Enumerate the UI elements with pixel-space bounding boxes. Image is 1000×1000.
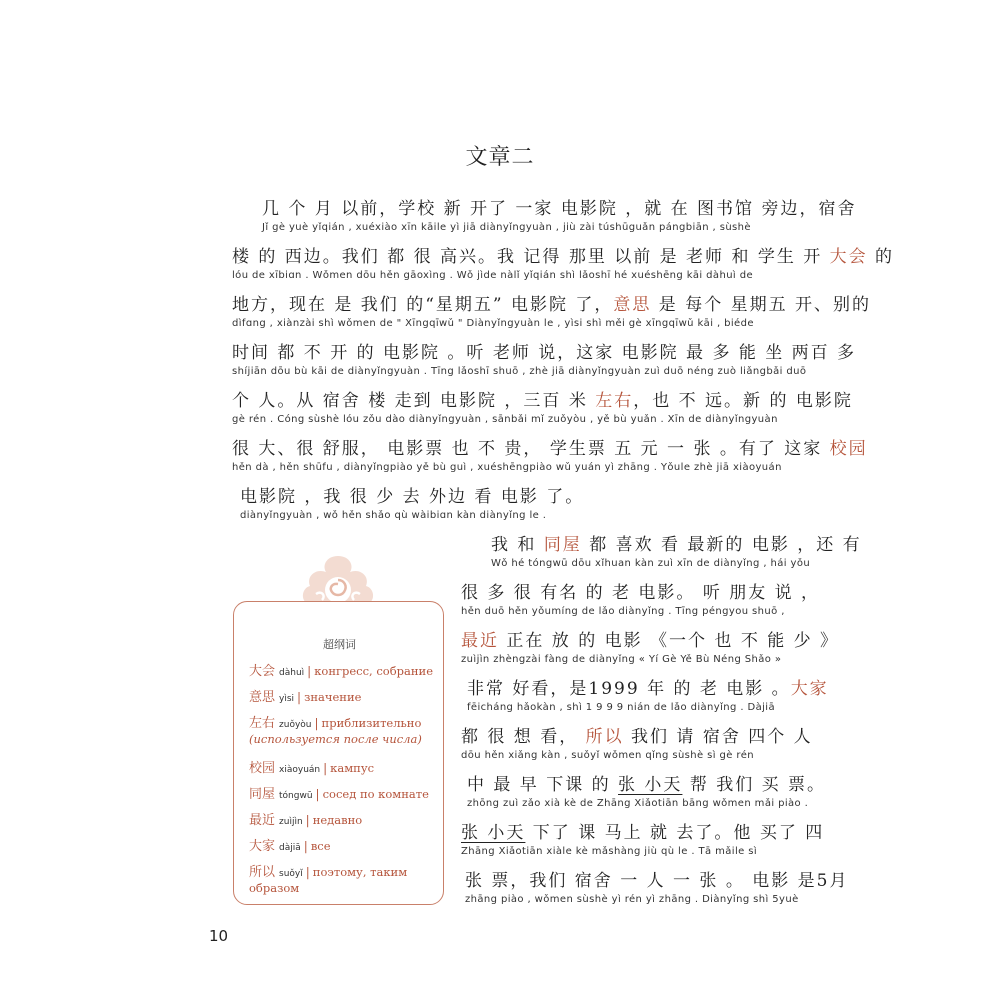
pinyin-line: lóu de xībiɑn . Wǒmen dōu hěn gāoxìng . Wǒ jìde nàlǐ yǐqián shì lǎoshī hé xuéshēng kāi dàhuì de bbox=[232, 270, 753, 281]
pinyin-line: hěn dà , hěn shūfu , diànyǐngpiào yě bù guì , xuéshēngpiào wǔ yuán yì zhāng . Yǒule zhè jiā xiàoyuán bbox=[232, 462, 782, 473]
text-segment: 张 票，我们 宿舍 一 人 一 张 。 电影 是5月 bbox=[465, 871, 849, 891]
page-number: 10 bbox=[209, 927, 229, 945]
hanzi-line bbox=[461, 821, 825, 845]
vocab-hanzi: 大会 bbox=[249, 664, 276, 679]
vocab-entry bbox=[249, 835, 439, 854]
vocab-hanzi: 所以 bbox=[249, 865, 276, 880]
article-title: 文章二 bbox=[465, 145, 535, 170]
vocab-translation: сосед по комнате bbox=[322, 787, 429, 801]
text-segment: 地方，现在 是 我们 的“星期五” 电影院 了， bbox=[232, 295, 614, 315]
vocab-highlight: 同屋 bbox=[543, 535, 582, 555]
hanzi-line bbox=[232, 437, 868, 461]
pinyin-line: dōu hěn xiǎng kàn , suǒyǐ wǒmen qǐng sùshè sì gè rén bbox=[461, 750, 754, 761]
text-segment: 的 bbox=[867, 247, 895, 267]
pinyin-line: fēicháng hǎokàn , shì 1 9 9 9 nián de lǎo diànyǐng . Dàjiā bbox=[467, 702, 776, 713]
pinyin-line: hěn duō hěn yǒumíng de lǎo diànyǐng . Tīng péngyou shuō , bbox=[461, 606, 785, 617]
vocab-highlight: 最近 bbox=[461, 631, 499, 651]
vocab-highlight: 大家 bbox=[790, 679, 829, 699]
vocab-entry bbox=[249, 783, 439, 802]
vocab-translation: приблизительно bbox=[321, 716, 422, 730]
hanzi-line bbox=[491, 533, 862, 557]
vocab-separator: | bbox=[303, 839, 308, 853]
vocab-separator: | bbox=[315, 787, 320, 801]
vocab-highlight: 校园 bbox=[829, 439, 868, 459]
text-segment: 都 很 想 看， bbox=[461, 727, 586, 747]
right-line bbox=[461, 629, 840, 667]
right-line bbox=[491, 533, 862, 571]
hanzi-line bbox=[232, 341, 857, 365]
hanzi-line bbox=[461, 629, 840, 653]
hanzi-line bbox=[467, 773, 827, 797]
vocab-hanzi: 校园 bbox=[249, 761, 276, 776]
vocab-translation-cont: образом bbox=[249, 881, 300, 895]
right-line bbox=[461, 821, 825, 859]
main-line bbox=[232, 389, 853, 427]
hanzi-line bbox=[465, 869, 849, 893]
vocab-hanzi: 大家 bbox=[249, 839, 276, 854]
text-segment: 中 最 早 下课 的 bbox=[467, 775, 619, 795]
pinyin-line: shíjiān dōu bù kāi de diànyǐngyuàn . Tīng lǎoshī shuō , zhè jiā diànyǐngyuàn zuì duō néng zuò liǎngbǎi duō bbox=[232, 366, 807, 377]
vocab-separator: | bbox=[297, 690, 302, 704]
vocab-hanzi: 左右 bbox=[249, 716, 276, 731]
vocabulary-box bbox=[233, 601, 444, 905]
text-segment: ，也 不 远。新 的 电影院 bbox=[633, 391, 853, 411]
vocab-translation-cont: (используется после числа) bbox=[249, 732, 422, 746]
vocab-entry bbox=[249, 757, 439, 776]
hanzi-line bbox=[240, 485, 785, 509]
vocab-pinyin: xiàoyuán bbox=[279, 765, 321, 775]
vocab-hanzi: 最近 bbox=[249, 813, 276, 828]
pinyin-line: zhāng piào , wǒmen sùshè yì rén yì zhāng . Diànyǐng shì 5yuè bbox=[465, 894, 799, 905]
vocab-translation: недавно bbox=[312, 813, 363, 827]
main-line bbox=[240, 485, 785, 523]
pinyin-line: Jǐ gè yuè yǐqián , xuéxiào xīn kāile yì jiā diànyǐngyuàn , jiù zài túshūguǎn pángbiān , sùshè bbox=[262, 222, 751, 233]
hanzi-line bbox=[232, 293, 872, 317]
vocab-highlight: 意思 bbox=[613, 295, 652, 315]
vocab-translation: поэтому, таким bbox=[312, 865, 408, 879]
text-segment: 很 大、很 舒服， 电影票 也 不 贵， 学生票 五 元 一 张 。有了 这家 bbox=[232, 439, 830, 459]
vocab-pinyin: yìsi bbox=[279, 694, 295, 704]
main-line bbox=[232, 341, 857, 379]
text-segment: 很 多 很 有名 的 老 电影。 听 朋友 说 ， bbox=[461, 583, 821, 603]
vocab-pinyin: tóngwū bbox=[279, 791, 313, 801]
vocab-separator: | bbox=[323, 761, 328, 775]
text-segment: 是 每个 星期五 开、别的 bbox=[651, 295, 872, 315]
vocab-highlight: 大会 bbox=[829, 247, 868, 267]
vocab-pinyin: dàhuì bbox=[279, 668, 305, 678]
vocab-highlight: 左右 bbox=[595, 391, 634, 411]
vocab-translation: все bbox=[310, 839, 331, 853]
vocab-entry bbox=[249, 686, 439, 705]
pinyin-line: zhōng zuì zǎo xià kè de Zhāng Xiǎotiān bāng wǒmen mǎi piào . bbox=[467, 798, 809, 809]
text-segment: 我们 请 宿舍 四个 人 bbox=[623, 727, 813, 747]
vocab-hanzi: 意思 bbox=[249, 690, 276, 705]
vocab-hanzi: 同屋 bbox=[249, 787, 276, 802]
vocab-separator: | bbox=[314, 716, 319, 730]
text-segment: 都 喜欢 看 最新的 电影 ，还 有 bbox=[581, 535, 862, 555]
proper-name: 张 小天 bbox=[618, 775, 683, 795]
hanzi-line bbox=[461, 581, 821, 605]
text-segment: 正在 放 的 电影 《一个 也 不 能 少 》 bbox=[499, 631, 840, 651]
text-segment: 我 和 bbox=[491, 535, 544, 555]
vocab-entry bbox=[249, 861, 439, 897]
vocab-translation: кампус bbox=[330, 761, 375, 775]
hanzi-line bbox=[461, 725, 813, 749]
pinyin-line: Wǒ hé tóngwū dōu xǐhuan kàn zuì xīn de diànyǐng , hái yǒu bbox=[491, 558, 811, 569]
text-segment: 个 人。从 宿舍 楼 走到 电影院 ，三百 米 bbox=[232, 391, 596, 411]
text-segment: 时间 都 不 开 的 电影院 。听 老师 说，这家 电影院 最 多 能 坐 两百 多 bbox=[232, 343, 857, 363]
hanzi-line bbox=[232, 389, 853, 413]
text-segment: 几 个 月 以前，学校 新 开了 一家 电影院 ，就 在 图书馆 旁边，宿舍 bbox=[262, 199, 857, 219]
main-line bbox=[232, 293, 872, 331]
vocab-pinyin: zuǒyòu bbox=[279, 720, 312, 730]
right-line bbox=[467, 677, 829, 715]
vocab-translation: конгресс, собрание bbox=[314, 664, 434, 678]
pinyin-line: gè rén . Cóng sùshè lóu zǒu dào diànyǐngyuàn , sānbǎi mǐ zuǒyòu , yě bù yuǎn . Xīn de diànyǐngyuàn bbox=[232, 414, 778, 425]
text-segment: 楼 的 西边。我们 都 很 高兴。我 记得 那里 以前 是 老师 和 学生 开 bbox=[232, 247, 830, 267]
main-line bbox=[232, 245, 895, 283]
vocab-entry bbox=[249, 660, 439, 679]
right-line bbox=[461, 581, 821, 619]
vocab-separator: | bbox=[305, 813, 310, 827]
pinyin-line: diànyǐngyuàn , wǒ hěn shǎo qù wàibiɑn kàn diànyǐng le . bbox=[240, 510, 547, 521]
pinyin-line: Zhāng Xiǎotiān xiàle kè mǎshàng jiù qù le . Tā mǎile sì bbox=[461, 846, 758, 857]
main-line bbox=[262, 197, 857, 235]
vocab-separator: | bbox=[305, 865, 310, 879]
vocab-entry bbox=[249, 809, 439, 828]
vocab-pinyin: dàjiā bbox=[279, 843, 301, 853]
vocab-highlight: 所以 bbox=[585, 727, 624, 747]
vocab-pinyin: zuìjìn bbox=[279, 817, 303, 827]
text-segment: 帮 我们 买 票。 bbox=[682, 775, 827, 795]
text-segment: 非常 好看，是1999 年 的 老 电影 。 bbox=[467, 679, 791, 699]
right-line bbox=[461, 725, 813, 763]
text-segment: 电影院 ，我 很 少 去 外边 看 电影 了。 bbox=[240, 487, 585, 507]
hanzi-line bbox=[262, 197, 857, 221]
vocabulary-heading: 超纲词 bbox=[323, 638, 356, 651]
main-line bbox=[232, 437, 868, 475]
vocab-translation: значение bbox=[304, 690, 362, 704]
pinyin-line: dìfɑng , xiànzài shì wǒmen de " Xīngqīwǔ " Diànyǐngyuàn le , yìsi shì měi gè xīngqīwǔ kāi , biéde bbox=[232, 318, 754, 329]
text-segment: 下了 课 马上 就 去了。他 买了 四 bbox=[525, 823, 825, 843]
proper-name: 张 小天 bbox=[461, 823, 526, 843]
vocab-entry bbox=[249, 712, 439, 748]
hanzi-line bbox=[232, 245, 895, 269]
right-line bbox=[465, 869, 849, 907]
hanzi-line bbox=[467, 677, 829, 701]
right-line bbox=[467, 773, 827, 811]
pinyin-line: zuìjìn zhèngzài fàng de diànyǐng « Yí Gè Yě Bù Néng Shǎo » bbox=[461, 654, 782, 665]
vocab-separator: | bbox=[307, 664, 312, 678]
vocab-pinyin: suǒyǐ bbox=[279, 869, 303, 879]
